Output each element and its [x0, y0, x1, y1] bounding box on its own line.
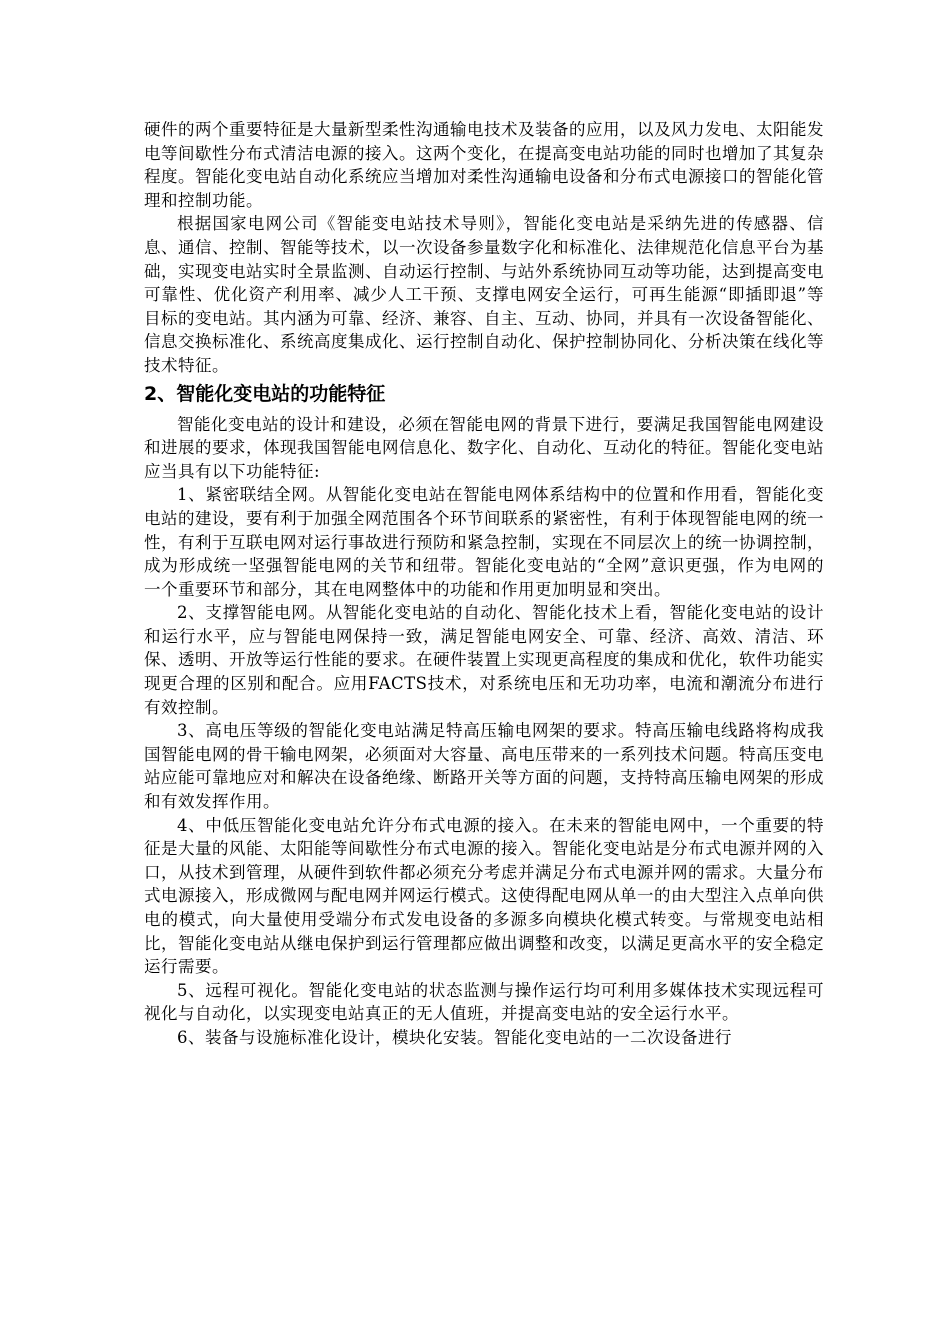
paragraph: 2、支撑智能电网。从智能化变电站的自动化、智能化技术上看，智能化变电站的设计和运行水平，应与智能电网保持一致，满足智能电网安全、可靠、经济、高效、清洁、环保、透明、开放等运行性能的要求。在硬件装置上实现更高程度的集成和优化，软件功能实现更合理的区别和配合。应用FACTS技术，对系统电压和无功功率，电流和潮流分布进行有效控制。	[144, 603, 824, 717]
paragraph: 4、中低压智能化变电站允许分布式电源的接入。在未来的智能电网中，一个重要的特征是大量的风能、太阳能等间歇性分布式电源的接入。智能化变电站是分布式电源并网的入口，从技术到管理，从硬件到软件都必须充分考虑并满足分布式电源并网的需求。大量分布式电源接入，形成微网与配电网并网运行模式。这使得配电网从单一的由大型注入点单向供电的模式，向大量使用受端分布式发电设备的多源多向模块化模式转变。与常规变电站相比，智能化变电站从继电保护到运行管理都应做出调整和改变，以满足更高水平的安全稳定运行需要。	[144, 815, 824, 977]
paragraph: 智能化变电站的设计和建设，必须在智能电网的背景下进行，要满足我国智能电网建设和进展的要求，体现我国智能电网信息化、数字化、自动化、互动化的特征。智能化变电站应当具有以下功能特征:	[144, 414, 824, 481]
paragraph: 6、装备与设施标准化设计，模块化安装。智能化变电站的一二次设备进行	[177, 1027, 732, 1047]
paragraph: 硬件的两个重要特征是大量新型柔性沟通输电技术及装备的应用，以及风力发电、太阳能发电等间歇性分布式清洁电源的接入。这两个变化，在提高变电站功能的同时也增加了其复杂程度。智能化变电站自动化系统应当增加对柔性沟通输电设备和分布式电源接口的智能化管理和控制功能。	[144, 120, 824, 210]
paragraph: 5、远程可视化。智能化变电站的状态监测与操作运行均可利用多媒体技术实现远程可视化与自动化，以实现变电站真正的无人值班，并提高变电站的安全运行水平。	[144, 980, 824, 1024]
paragraph: 3、高电压等级的智能化变电站满足特高压输电网架的要求。特高压输电线路将构成我国智能电网的骨干输电网架，必须面对大容量、高电压带来的一系列技术问题。特高压变电站应能可靠地应对和解决在设备绝缘、断路开关等方面的问题，支持特高压输电网架的形成和有效发挥作用。	[144, 721, 824, 812]
paragraph: 根据国家电网公司《智能变电站技术导则》，智能化变电站是采纳先进的传感器、信息、通信、控制、智能等技术，以一次设备参量数字化和标准化、法律规范化信息平台为基础，实现变电站实时全景监测、自动运行控制、与站外系统协同互动等功能，达到提高变电可靠性、优化资产利用率、减少人工干预、支撑电网安全运行，可再生能源“即插即退”等目标的变电站。其内涵为可靠、经济、兼容、自主、互动、协同，并具有一次设备智能化、信息交换标准化、系统高度集成化、运行控制自动化、保护控制协同化、分析决策在线化等技术特征。	[144, 214, 824, 375]
paragraph: 1、紧密联结全网。从智能化变电站在智能电网体系结构中的位置和作用看，智能化变电站的建设，要有利于加强全网范围各个环节间联系的紧密性，有利于体现智能电网的统一性，有利于互联电网对运行事故进行预防和紧急控制，实现在不同层次上的统一协调控制，成为形成统一坚强智能电网的关节和纽带。智能化变电站的“全网”意识更强，作为电网的一个重要环节和部分，其在电网整体中的功能和作用更加明显和突出。	[144, 485, 824, 599]
document-page	[144, 118, 824, 1050]
section-heading: 2、智能化变电站的功能特征	[144, 382, 386, 405]
